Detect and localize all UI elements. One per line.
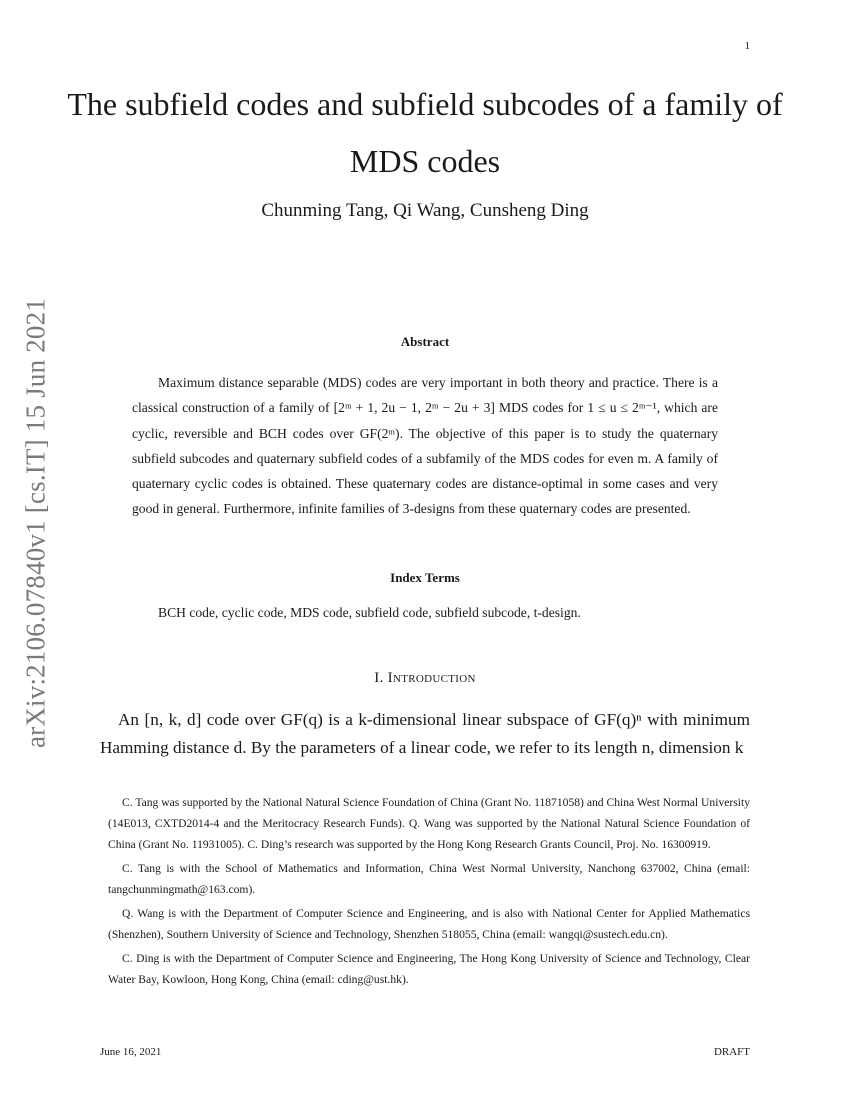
footnote-tang: C. Tang is with the School of Mathematics and Information, China West Normal University, Nanchong 637002, China (email: tangchunmingmath@163.com). <box>108 862 750 896</box>
footnote-funding: C. Tang was supported by the National Natural Science Foundation of China (Grant No. 11871058) and China West Normal University (14E013, CXTD2014-4 and the Meritocracy Research Funds). Q. Wang was supported by the National Natural Science Foundation of China (Grant No. 11931005). C. Ding’s research was supported by the Hong Kong Research Grants Council, Proj. No. 16300919. <box>108 796 750 851</box>
index-terms-text: BCH code, cyclic code, MDS code, subfield code, subfield subcode, t-design. <box>158 605 581 620</box>
footer-status: DRAFT <box>713 1046 750 1058</box>
footnote-wang: Q. Wang is with the Department of Computer Science and Engineering, and is also with National Center for Applied Mathematics (Shenzhen), Southern University of Science and Technology, Shenzhen 518055, China (email: wangqi@sustech.edu.cn). <box>108 907 750 941</box>
abstract-heading: Abstract <box>400 334 450 349</box>
footnotes <box>108 792 750 990</box>
authors: Chunming Tang, Qi Wang, Cunsheng Ding <box>261 200 589 221</box>
introduction-text: An [n, k, d] code over GF(q) is a k-dimensional linear subspace of GF(q)ⁿ with minimum Hamming distance d. By the parameters of a linear code, we refer to its length n, dimension k <box>100 710 750 757</box>
arxiv-sidebar <box>14 285 58 760</box>
footer-date: June 16, 2021 <box>100 1046 162 1058</box>
page-number: 1 <box>744 40 750 52</box>
paper-title: The subfield codes and subfield subcodes of a family of MDS codes <box>67 86 783 179</box>
index-terms-heading: Index Terms <box>390 570 460 585</box>
footnote-ding: C. Ding is with the Department of Computer Science and Engineering, The Hong Kong University of Science and Technology, Clear Water Bay, Kowloon, Hong Kong, China (email: cding@ust.hk). <box>108 952 750 986</box>
section-heading-introduction: I. Introduction <box>374 670 476 686</box>
abstract-text: Maximum distance separable (MDS) codes are very important in both theory and practice. There is a classical construction of a family of [2ᵐ + 1, 2u − 1, 2ᵐ − 2u + 3] MDS codes for 1 ≤ u ≤ 2ᵐ⁻¹, which are cyclic, reversible and BCH codes over GF(2ᵐ). The objective of this paper is to study the quaternary subfield subcodes and quaternary subfield codes of a subfamily of the MDS codes for even m. A family of quaternary cyclic codes is obtained. These quaternary codes are distance-optimal in some cases and very good in general. Furthermore, infinite families of 3-designs from these quaternary codes are presented. <box>132 375 718 517</box>
arxiv-identifier: arXiv:2106.07840v1 [cs.IT] 15 Jun 2021 <box>20 297 51 748</box>
